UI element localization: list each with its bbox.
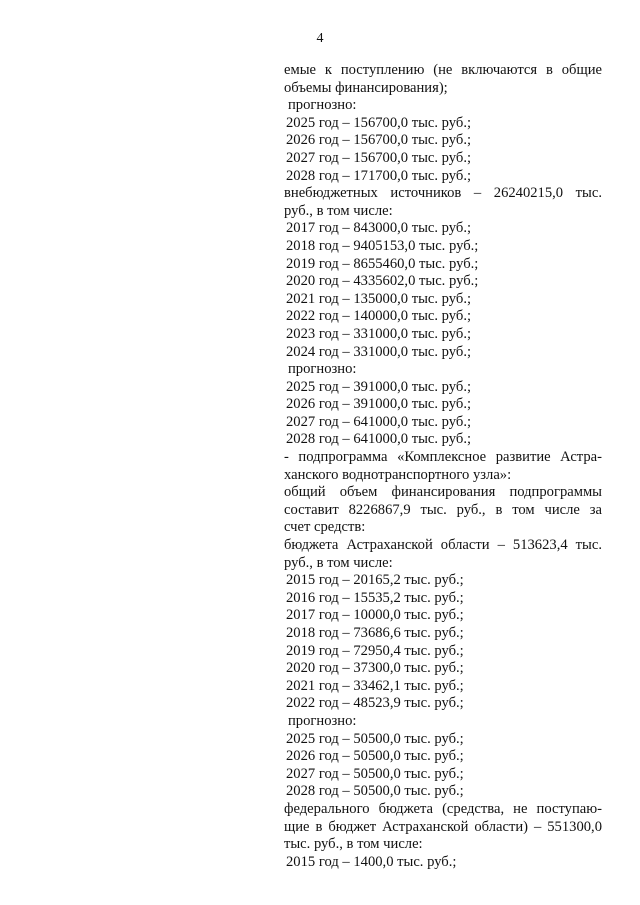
- text-line: 2019 год – 8655460,0 тыс. руб.;: [286, 255, 479, 272]
- text-line: общий объем финансирования подпрограммы: [284, 484, 602, 501]
- text-line: федерального бюджета (средства, не поступаю-: [284, 800, 602, 817]
- text-line: 2018 год – 73686,6 тыс. руб.;: [286, 625, 464, 641]
- text-line: объемы финансирования);: [284, 79, 448, 96]
- text-line: прогнозно:: [288, 712, 357, 729]
- text-line: 2021 год – 135000,0 тыс. руб.;: [286, 290, 472, 307]
- text-line: 2023 год – 331000,0 тыс. руб.;: [286, 325, 472, 342]
- text-line: тыс. руб., в том числе:: [284, 836, 423, 853]
- text-line: емые к поступлению (не включаются в общие: [284, 62, 602, 78]
- text-line: 2015 год – 1400,0 тыс. руб.;: [286, 853, 457, 870]
- text-line: 2026 год – 156700,0 тыс. руб.;: [286, 132, 472, 149]
- text-line: 2017 год – 843000,0 тыс. руб.;: [286, 220, 472, 237]
- text-line: 2028 год – 641000,0 тыс. руб.;: [286, 431, 472, 448]
- text-line: 2027 год – 156700,0 тыс. руб.;: [286, 149, 472, 166]
- text-line: щие в бюджет Астраханской области) – 551300,0: [284, 818, 602, 835]
- text-line: руб., в том числе:: [284, 202, 393, 219]
- text-line: счет средств:: [284, 519, 366, 536]
- text-line: 2022 год – 140000,0 тыс. руб.;: [286, 308, 472, 325]
- text-line: 2016 год – 15535,2 тыс. руб.;: [286, 589, 464, 606]
- text-line: 2027 год – 641000,0 тыс. руб.;: [286, 413, 472, 430]
- page-number: 4: [316, 31, 324, 46]
- text-line: ханского воднотранспортного узла»:: [284, 466, 512, 483]
- text-line: составит 8226867,9 тыс. руб., в том числе за: [284, 501, 602, 518]
- text-line: 2028 год – 171700,0 тыс. руб.;: [286, 167, 472, 184]
- text-line: 2026 год – 50500,0 тыс. руб.;: [286, 748, 464, 765]
- document-text-column: [284, 62, 602, 871]
- text-line: 2015 год – 20165,2 тыс. руб.;: [286, 572, 464, 589]
- text-line: 2022 год – 48523,9 тыс. руб.;: [286, 695, 464, 712]
- text-line: 2024 год – 331000,0 тыс. руб.;: [286, 343, 472, 360]
- text-line: прогнозно:: [288, 97, 357, 114]
- text-line: 2021 год – 33462,1 тыс. руб.;: [286, 677, 464, 694]
- text-line: 2025 год – 50500,0 тыс. руб.;: [286, 730, 464, 747]
- text-line: внебюджетных источников – 26240215,0 тыс.: [284, 185, 602, 202]
- text-line: 2028 год – 50500,0 тыс. руб.;: [286, 783, 464, 800]
- text-line: прогнозно:: [288, 361, 357, 378]
- text-line: 2018 год – 9405153,0 тыс. руб.;: [286, 237, 479, 254]
- text-line: 2025 год – 156700,0 тыс. руб.;: [286, 114, 472, 131]
- text-line: 2017 год – 10000,0 тыс. руб.;: [286, 607, 464, 624]
- text-line: 2019 год – 72950,4 тыс. руб.;: [286, 642, 464, 659]
- text-line: 2025 год – 391000,0 тыс. руб.;: [286, 378, 472, 395]
- text-line: 2027 год – 50500,0 тыс. руб.;: [286, 765, 464, 782]
- text-line: 2020 год – 37300,0 тыс. руб.;: [286, 660, 464, 677]
- text-line: 2026 год – 391000,0 тыс. руб.;: [286, 396, 472, 413]
- text-line: бюджета Астраханской области – 513623,4 тыс.: [284, 537, 602, 554]
- text-line: руб., в том числе:: [284, 554, 393, 571]
- text-line: - подпрограмма «Комплексное развитие Астра-: [284, 449, 602, 466]
- text-line: 2020 год – 4335602,0 тыс. руб.;: [286, 273, 479, 290]
